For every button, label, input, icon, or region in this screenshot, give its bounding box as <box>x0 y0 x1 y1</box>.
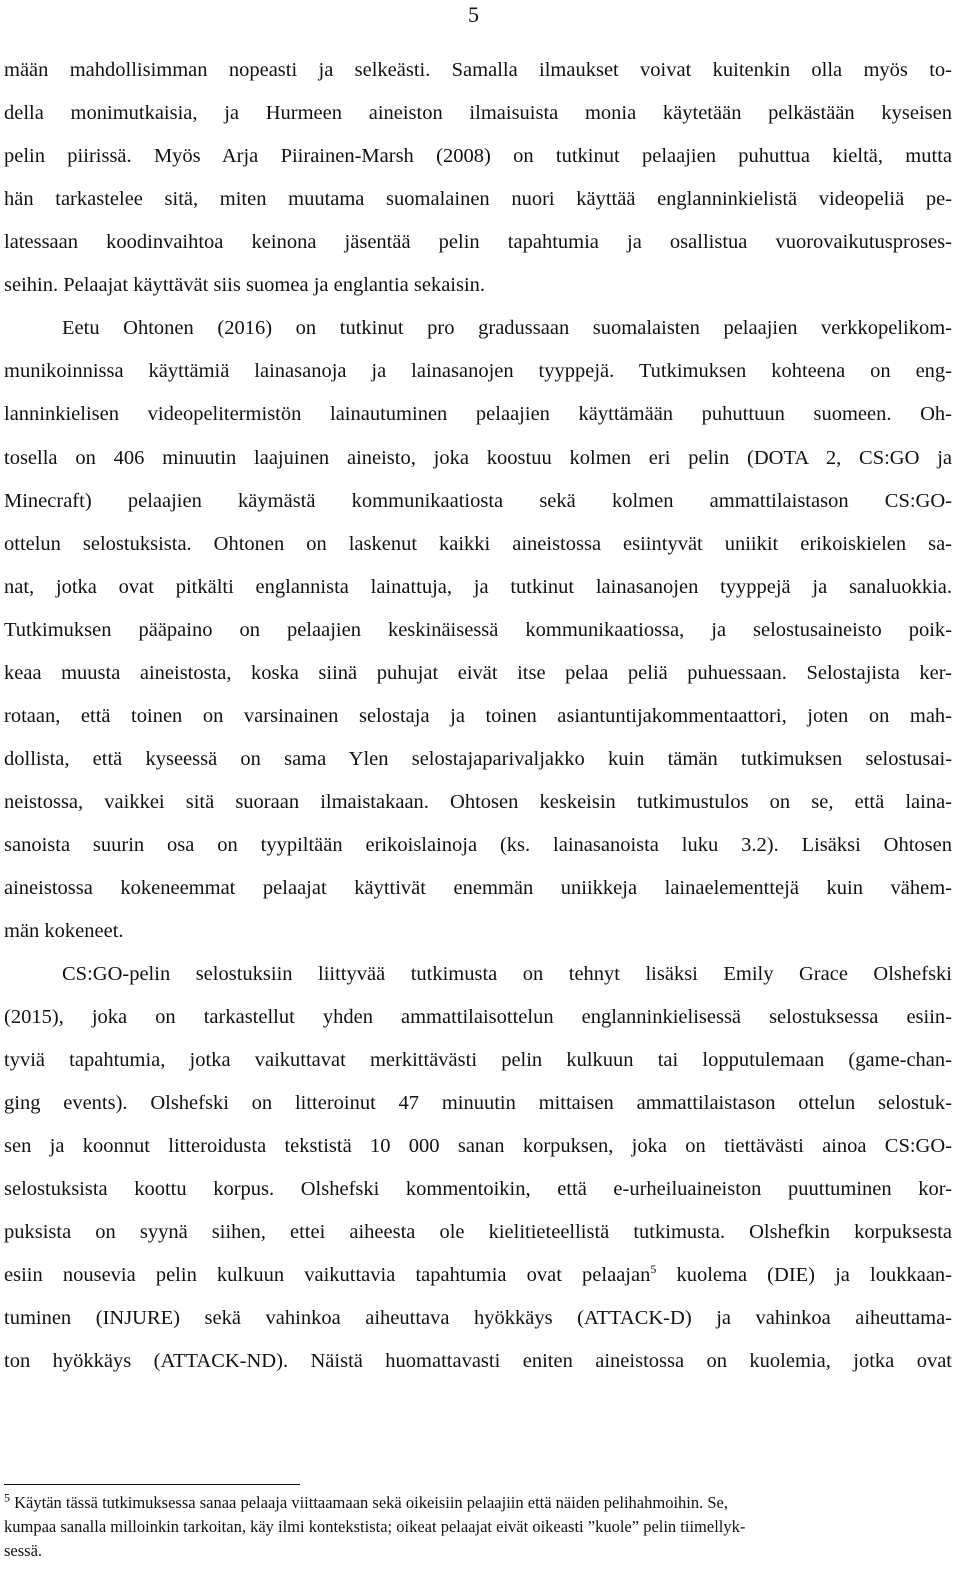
text-line: lanninkielisen videopelitermistön lainautuminen pelaajien käyttämään puhuttuun suomeen. Oh- <box>4 403 952 425</box>
text-line: dollista, että kyseessä on sama Ylen selostajaparivaljakko kuin tämän tutkimuksen selostusai- <box>4 748 952 770</box>
text-line: munikoinnissa käyttämiä lainasanoja ja lainasanojen tyyppejä. Tutkimuksen kohteena on eng- <box>4 360 952 382</box>
footnote-reference: 5 <box>650 1262 657 1277</box>
text-line: keaa muusta aineistosta, koska siinä puhujat eivät itse pelaa peliä puhuessaan. Selostajista ker- <box>4 662 952 684</box>
text-line: (2015), joka on tarkastellut yhden ammattilaisottelun englanninkielisessä selostuksessa esiin- <box>4 1006 952 1028</box>
text-line: Eetu Ohtonen (2016) on tutkinut pro gradussaan suomalaisten pelaajien verkkopelikom- <box>62 317 952 339</box>
text-line: ging events). Olshefski on litteroinut 47 minuutin mittaisen ammattilaistason ottelun selostuk- <box>4 1092 952 1114</box>
text-line: rotaan, että toinen on varsinainen selostaja ja toinen asiantuntijakommentaattori, joten on mah- <box>4 705 952 727</box>
text-segment: esiin nousevia pelin kulkuun vaikuttavia tapahtumia ovat pelaajan <box>4 1264 651 1286</box>
footnote-line: kumpaa sanalla milloinkin tarkoitan, käy ilmi kontekstista; oikeat pelaajat eivät oikeasti ”kuole” pelin tiimellyk- <box>4 1517 746 1536</box>
text-line: latessaan koodinvaihtoa keinona jäsentää pelin tapahtumia ja osallistua vuorovaikutusproses- <box>4 231 952 253</box>
page-number: 5 <box>468 2 479 27</box>
text-line: ottelun selostuksista. Ohtonen on laskenut kaikki aineistossa esiintyvät uniikit erikoiskielen sa- <box>4 533 952 555</box>
text-line: aineistossa kokeneemmat pelaajat käyttivät enemmän uniikkeja lainaelementtejä kuin vähem- <box>4 877 952 899</box>
footnote-divider <box>4 1484 300 1485</box>
text-segment: kuolema (DIE) ja loukkaan- <box>656 1264 952 1286</box>
footnote-line: sessä. <box>4 1541 43 1560</box>
text-line: sen ja koonnut litteroidusta tekstistä 10 000 sanan korpuksen, joka on tiettävästi ainoa CS:GO- <box>4 1135 952 1157</box>
text-line: pelin piirissä. Myös Arja Piirainen-Marsh (2008) on tutkinut pelaajien puhuttua kieltä, mutta <box>4 145 952 167</box>
text-line: nat, jotka ovat pitkälti englannista lainattuja, ja tutkinut lainasanojen tyyppejä ja sanaluokkia. <box>4 576 952 598</box>
text-line: selostuksista koottu korpus. Olshefski kommentoikin, että e-urheiluaineiston puuttuminen kor- <box>4 1178 952 1200</box>
text-line: sanoista suurin osa on tyypiltään erikoislainoja (ks. lainasanoista luku 3.2). Lisäksi Ohtosen <box>4 834 952 856</box>
footnote-line <box>4 1492 924 1514</box>
footnote-mark: 5 <box>4 1490 10 1505</box>
footnote-text: Käytän tässä tutkimuksessa sanaa pelaaja viittaamaan sekä oikeisiin pelaajiin että näiden pelihahmoihin. Se, <box>10 1493 728 1512</box>
text-line: tuminen (INJURE) sekä vahinkoa aiheuttava hyökkäys (ATTACK-D) ja vahinkoa aiheuttama- <box>4 1307 952 1329</box>
text-line: seihin. Pelaajat käyttävät siis suomea ja englantia sekaisin. <box>4 274 486 296</box>
text-line: CS:GO-pelin selostuksiin liittyvää tutkimusta on tehnyt lisäksi Emily Grace Olshefski <box>62 963 952 985</box>
text-line <box>4 1260 952 1290</box>
text-line: ton hyökkäys (ATTACK-ND). Näistä huomattavasti eniten aineistossa on kuolemia, jotka ovat <box>4 1350 952 1372</box>
text-line: tyviä tapahtumia, jotka vaikuttavat merkittävästi pelin kulkuun tai lopputulemaan (game-chan- <box>4 1049 952 1071</box>
text-line: män kokeneet. <box>4 920 124 942</box>
text-line: hän tarkastelee sitä, miten muutama suomalainen nuori käyttää englanninkielistä videopeliä pe- <box>4 188 952 210</box>
text-line: mään mahdollisimman nopeasti ja selkeästi. Samalla ilmaukset voivat kuitenkin olla myös to- <box>4 59 952 81</box>
text-line: neistossa, vaikkei sitä suoraan ilmaistakaan. Ohtosen keskeisin tutkimustulos on se, että laina- <box>4 791 952 813</box>
text-line: della monimutkaisia, ja Hurmeen aineiston ilmaisuista monia käytetään pelkästään kyseisen <box>4 102 952 124</box>
text-line: Minecraft) pelaajien käymästä kommunikaatiosta sekä kolmen ammattilaistason CS:GO- <box>4 490 952 512</box>
text-line: tosella on 406 minuutin laajuinen aineisto, joka koostuu kolmen eri pelin (DOTA 2, CS:GO ja <box>4 447 952 469</box>
text-line: Tutkimuksen pääpaino on pelaajien keskinäisessä kommunikaatiossa, ja selostusaineisto poik- <box>4 619 952 641</box>
text-line: puksista on syynä siihen, ettei aiheesta ole kielitieteellistä tutkimusta. Olshefkin korpuksesta <box>4 1221 952 1243</box>
